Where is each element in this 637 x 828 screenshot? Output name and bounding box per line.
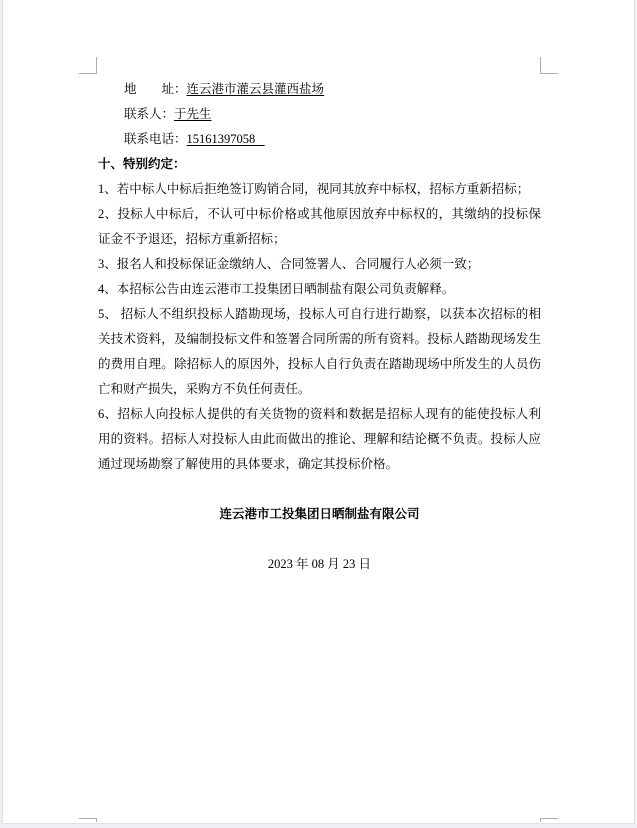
contact-value: 连云港市灌云县灌西盐场	[186, 82, 325, 96]
section-title: 十、特别约定：	[98, 157, 186, 171]
clause-line: 5、 招标人不组织投标人踏勘现场，投标人可自行进行勘察，以获本次招标的相	[98, 307, 541, 321]
contact-block	[98, 77, 541, 152]
margin-crop-mark-bottom-left-icon	[79, 818, 97, 822]
signature-date: 2023 年 08 月 23 日	[267, 557, 372, 571]
clause-line: 证金不予退还，招标方重新招标；	[98, 232, 286, 246]
contact-label: 地 址：	[124, 82, 187, 96]
clause-line: 4、本招标公告由连云港市工投集团日晒制盐有限公司负责解释。	[98, 282, 455, 296]
clause-line: 6、招标人向投标人提供的有关货物的资料和数据是招标人现有的能使投标人利	[98, 407, 541, 421]
clause-line: 3、报名人和投标保证金缴纳人、合同签署人、合同履行人必须一致；	[98, 257, 480, 271]
document-page	[2, 0, 635, 824]
contact-value: 于先生	[174, 107, 212, 121]
contact-label: 联系人：	[124, 107, 175, 121]
contact-row	[98, 127, 541, 152]
margin-crop-mark-top-left-icon	[79, 57, 97, 74]
contact-value: 15161397058	[186, 132, 256, 146]
clause-line: 关技术资料，及编制投标文件和签署合同所需的所有资料。投标人踏勘现场发生	[98, 332, 541, 346]
clause-line: 用的资料。招标人对投标人由此而做出的推论、理解和结论概不负责。投标人应	[98, 432, 541, 446]
clause-line: 的费用自理。除招标人的原因外，投标人自行负责在踏勘现场中所发生的人员伤	[98, 357, 541, 371]
clause-line: 通过现场勘察了解使用的具体要求，确定其投标价格。	[98, 457, 399, 471]
contact-row	[98, 77, 541, 102]
signature-company: 连云港市工投集团日晒制盐有限公司	[219, 507, 420, 521]
content-area	[98, 77, 541, 577]
clause-list	[98, 177, 541, 477]
contact-label: 联系电话：	[124, 132, 187, 146]
clause-line: 亡和财产损失，采购方不负任何责任。	[98, 382, 311, 396]
clause-line: 1、若中标人中标后拒绝签订购销合同，视同其放弃中标权，招标方重新招标；	[98, 182, 530, 196]
clause-line: 2、投标人中标后，不认可中标价格或其他原因放弃中标权的，其缴纳的投标保	[98, 207, 541, 221]
contact-row	[98, 102, 541, 127]
margin-crop-mark-top-right-icon	[540, 57, 558, 74]
margin-crop-mark-bottom-right-icon	[540, 818, 558, 822]
